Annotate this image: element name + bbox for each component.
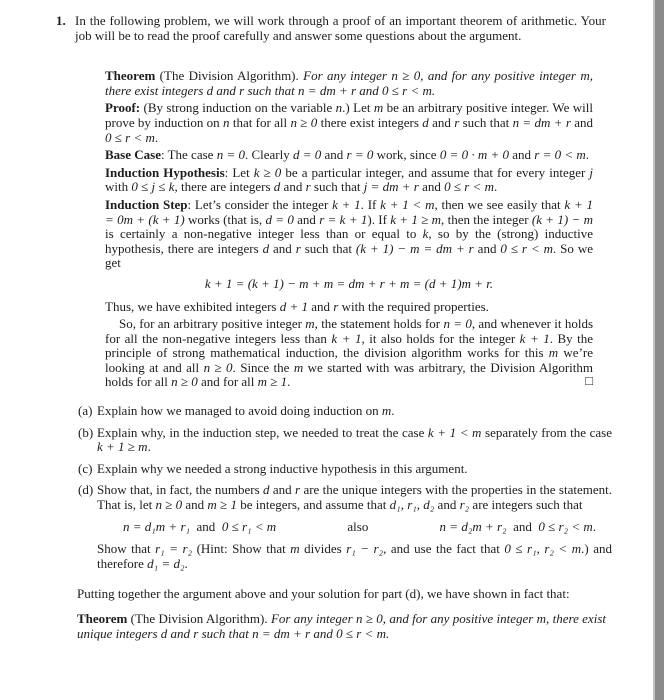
part-b-body xyxy=(97,426,612,455)
part-a-text: Explain how we managed to avoid doing induction on m. xyxy=(97,403,395,419)
problem-intro-paragraph: In the following problem, we will work through a proof of an important theorem of arithmetic. Your job will be to read the proof carefully and answer some questions about the argument. xyxy=(75,13,606,43)
conclusion-paragraph xyxy=(105,317,593,390)
part-a-label: (a) xyxy=(78,403,93,419)
proof-block xyxy=(105,69,593,390)
part-c-body xyxy=(97,462,612,477)
uniqueness-equation-also: also xyxy=(347,518,369,534)
display-equation: k + 1 = (k + 1) − m + m = dm + r + m = (d + 1)m + r. xyxy=(204,275,494,291)
question-parts-list xyxy=(75,404,612,571)
theorem-paragraph: Theorem (The Division Algorithm). For any integer n ≥ 0, and for any positive integer m, there exist integers d and r such that n = dm + r and 0 ≤ r < m. xyxy=(105,68,593,98)
base-case-paragraph: Base Case: The case n = 0. Clearly d = 0 and r = 0 work, since 0 = 0 · m + 0 and r = 0 < m. xyxy=(105,147,590,163)
part-item-d xyxy=(75,483,612,571)
part-d-body xyxy=(97,483,612,571)
scrollbar-thumb[interactable] xyxy=(653,0,664,700)
part-d-label: (d) xyxy=(78,482,94,498)
part-c-label: (c) xyxy=(78,460,93,476)
proof-paragraph: Proof: (By strong induction on the variable n.) Let m be an arbitrary positive integer. We will prove by induction on n that for all n ≥ 0 there exist integers d and r such that n = dm + r and 0 ≤ r < m. xyxy=(105,100,593,145)
uniqueness-equation-left: n = d₁m + r₁ and 0 ≤ r₁ < m xyxy=(123,518,277,534)
part-b-label: (b) xyxy=(78,424,94,440)
part-d-followup: Show that r₁ = r₂ (Hint: Show that m divides r₁ − r₂, and use the fact that 0 ≤ r₁, r₂ < m.) and therefore d₁ = d₂. xyxy=(97,541,612,571)
part-c-text: Explain why we needed a strong inductive hypothesis in this argument. xyxy=(97,460,468,476)
uniqueness-equation-row xyxy=(97,520,612,535)
part-a-body xyxy=(97,404,612,419)
qed-symbol: □ xyxy=(585,373,593,389)
part-item-a xyxy=(75,404,612,419)
problem-body xyxy=(75,14,612,641)
induction-hypothesis-paragraph: Induction Hypothesis: Let k ≥ 0 be a particular integer, and assume that for every integer j with 0 ≤ j ≤ k, there are integers d and r such that j = dm + r and 0 ≤ r < m. xyxy=(105,164,594,195)
problem-number: 1. xyxy=(56,13,66,28)
conclusion-text: So, for an arbitrary positive integer m, the statement holds for n = 0, and whenever it holds for all the non-negative integers less than k + 1, it also holds for the integer k + 1. By the principle of strong mathematical induction, the division algorithm works for this m we’re looking at and all n ≥ 0. Since the m we started with was arbitrary, the Division Algorithm holds for all n ≥ 0 and for all m ≥ 1. xyxy=(105,316,594,390)
induction-step-paragraph: Induction Step: Let’s consider the integer k + 1. If k + 1 < m, then we see easily that k + 1 = 0m + (k + 1) works (that is, d = 0 and r = k + 1). If k + 1 ≥ m, then the integer (k + 1) − m is certainly a non-negative integer less than or equal to k, so by the (strong) inductive hypothesis, there are integers d and r such that (k + 1) − m = dm + r and 0 ≤ r < m. So we get xyxy=(105,196,593,271)
part-item-b xyxy=(75,426,612,455)
part-b-text: Explain why, in the induction step, we needed to treat the case k + 1 < m separately from the case k + 1 ≥ m. xyxy=(97,424,612,455)
thus-paragraph: Thus, we have exhibited integers d + 1 and r with the required properties. xyxy=(105,298,489,314)
uniqueness-equation-right: n = d₂m + r₂ and 0 ≤ r₂ < m. xyxy=(439,518,596,534)
final-theorem-paragraph: Theorem (The Division Algorithm). For any integer n ≥ 0, and for any positive integer m, there exist unique integers d and r such that n = dm + r and 0 ≤ r < m. xyxy=(77,611,606,641)
closing-paragraph: Putting together the argument above and your solution for part (d), we have shown in fact that: xyxy=(77,586,570,602)
part-d-text: Show that, in fact, the numbers d and r are the unique integers with the properties in the statement. That is, let n ≥ 0 and m ≥ 1 be integers, and assume that d₁, r₁, d₂ and r₂ are integers such that xyxy=(97,482,612,513)
part-item-c xyxy=(75,462,612,477)
